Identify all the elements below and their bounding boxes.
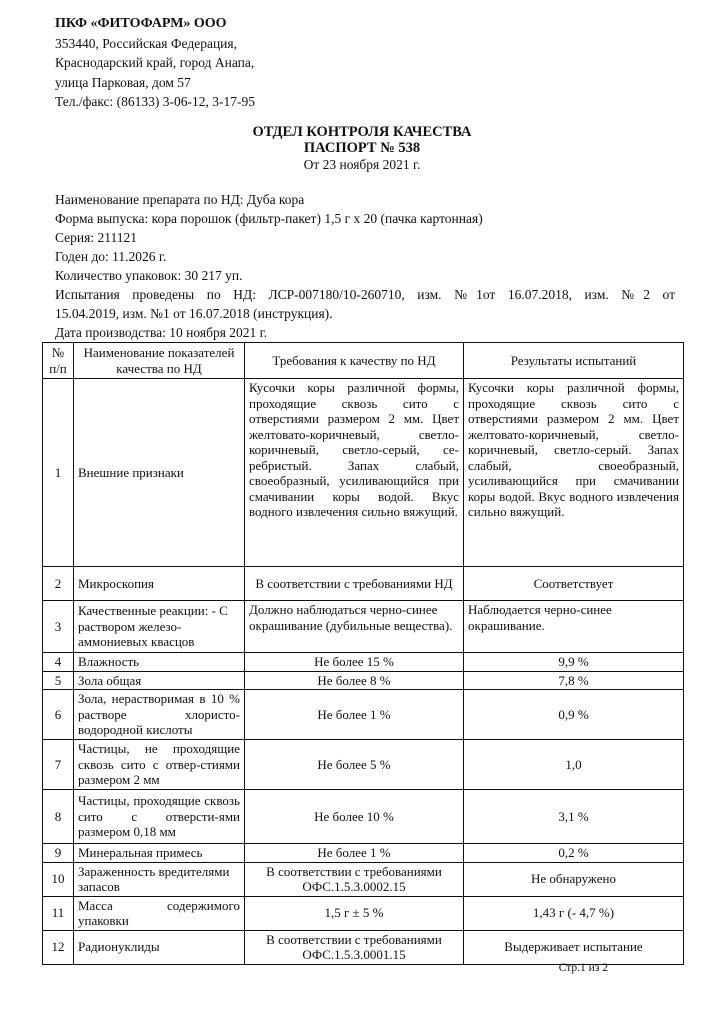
row-num: 12: [43, 930, 74, 964]
row-num: 4: [43, 653, 74, 672]
table-row: [43, 740, 684, 790]
table-row: [43, 601, 684, 653]
table-row: [43, 930, 684, 964]
row-requirement: Должно наблюдаться черно-синее окрашивание (дубильные вещества).: [245, 601, 464, 653]
passport-date: От 23 ноября 2021 г.: [303, 157, 421, 172]
table-row: [43, 844, 684, 863]
row-num: 11: [43, 896, 74, 930]
row-indicator: Микроскопия: [74, 567, 245, 601]
table-row: [43, 896, 684, 930]
tests-reference: Испытания проведены по НД: ЛСР-007180/10-260710, изм. №1от 16.07.2018, изм. №2 от: [55, 287, 675, 302]
table-row: [43, 653, 684, 672]
company-name: ПКФ «ФИТОФАРМ» ООО: [55, 16, 227, 31]
row-requirement: Не более 10 %: [245, 790, 464, 844]
row-indicator: Минеральная примесь: [74, 844, 245, 863]
col-header-num: № п/п: [43, 343, 74, 379]
row-num: 7: [43, 740, 74, 790]
row-indicator: Влажность: [74, 653, 245, 672]
row-requirement: Не более 1 %: [245, 690, 464, 740]
quality-table: [42, 342, 684, 965]
row-indicator: Качественные реакции: - С раствором железо-аммониевых квасцов: [74, 601, 245, 653]
row-requirement: 1,5 г ± 5 %: [245, 896, 464, 930]
production-date: Дата производства: 10 ноября 2021 г.: [55, 325, 268, 340]
company-phone: Тел./факс: (86133) 3-06-12, 3-17-95: [55, 94, 256, 109]
row-result: Выдерживает испытание: [464, 930, 684, 964]
table-row: [43, 567, 684, 601]
row-indicator: Частицы, проходящие сквозь сито с отверсти-ями размером 0,18 мм: [74, 790, 245, 844]
col-header-requirement: Требования к качеству по НД: [245, 343, 464, 379]
company-address-line: улица Парковая, дом 57: [55, 74, 191, 90]
row-indicator: Зола, нерастворимая в 10 % растворе хлористо-водородной кислоты: [74, 690, 245, 740]
row-result: Соответствует: [464, 567, 684, 601]
row-num: 1: [43, 379, 74, 567]
table-row: [43, 790, 684, 844]
row-result: 1,43 г (- 4,7 %): [464, 896, 684, 930]
row-requirement: Не более 1 %: [245, 844, 464, 863]
row-requirement: В соответствии с требованиями ОФС.1.5.3.0002.15: [245, 862, 464, 896]
company-address-line: Краснодарский край, город Анапа,: [55, 55, 255, 70]
product-series: Серия: 211121: [55, 230, 137, 245]
row-indicator: Частицы, не проходящие сквозь сито с отвер-стиями размером 2 мм: [74, 740, 245, 790]
row-requirement: Не более 5 %: [245, 740, 464, 790]
row-requirement: Не более 8 %: [245, 671, 464, 690]
row-indicator: Масса содержимого упаковки: [74, 896, 245, 930]
col-header-result: Результаты испытаний: [464, 343, 684, 379]
row-num: 10: [43, 862, 74, 896]
row-num: 2: [43, 567, 74, 601]
row-num: 9: [43, 844, 74, 863]
table-row: [43, 379, 684, 567]
product-name: Наименование препарата по НД: Дуба кора: [55, 192, 305, 207]
row-result: Кусочки коры различной формы, проходящие сквозь сито с отверстиями размером 2 мм. Цвет желтовато-коричневый, светло-коричневый, светло-серый. Запах слабый, своеобразный, усиливающийся при смачивании коры водой. Вкус водного извлечения сильно вяжущий.: [464, 379, 684, 567]
row-indicator: Зола общая: [74, 671, 245, 690]
passport-title: ПАСПОРТ № 538: [303, 140, 421, 156]
row-num: 6: [43, 690, 74, 740]
row-requirement: Не более 15 %: [245, 653, 464, 672]
row-result: 7,8 %: [464, 671, 684, 690]
row-requirement: В соответствии с требованиями НД: [245, 567, 464, 601]
department-title: ОТДЕЛ КОНТРОЛЯ КАЧЕСТВА: [252, 124, 472, 140]
product-quantity: Количество упаковок: 30 217 уп.: [55, 268, 243, 283]
row-indicator: Радионуклиды: [74, 930, 245, 964]
row-result: 1,0: [464, 740, 684, 790]
row-result: Наблюдается черно-синее окрашивание.: [464, 601, 684, 653]
table-row: [43, 862, 684, 896]
row-requirement: В соответствии с требованиями ОФС.1.5.3.0001.15: [245, 930, 464, 964]
row-num: 3: [43, 601, 74, 653]
table-row: [43, 671, 684, 690]
row-requirement: Кусочки коры различной формы, проходящие сквозь сито с отверстиями размером 2 мм. Цвет желтовато-коричневый, светло-коричневый, светло-серый, се-ребристый. Запах слабый, своеобразный, усиливающийся при смачивании коры водой. Вкус водного извлечения сильно вяжущий.: [245, 379, 464, 567]
row-result: 0,9 %: [464, 690, 684, 740]
row-result: Не обнаружено: [464, 862, 684, 896]
row-result: 0,2 %: [464, 844, 684, 863]
page-number: Стр.1 из 2: [558, 962, 608, 974]
product-form: Форма выпуска: кора порошок (фильтр-пакет) 1,5 г х 20 (пачка картонная): [55, 211, 483, 226]
company-block: [55, 14, 255, 112]
row-num: 8: [43, 790, 74, 844]
product-info: [55, 190, 675, 342]
table-row: [43, 690, 684, 740]
row-num: 5: [43, 671, 74, 690]
col-header-indicator: Наименование показателей качества по НД: [74, 343, 245, 379]
row-result: 9,9 %: [464, 653, 684, 672]
row-indicator: Зараженность вредителями запасов: [74, 862, 245, 896]
tests-reference-cont: 15.04.2019, изм. №1 от 16.07.2018 (инструкция).: [55, 306, 333, 321]
company-address-line: 353440, Российская Федерация,: [55, 35, 237, 51]
row-result: 3,1 %: [464, 790, 684, 844]
product-expiry: Годен до: 11.2026 г.: [55, 249, 167, 264]
table-header-row: [43, 343, 684, 379]
row-indicator: Внешние признаки: [74, 379, 245, 567]
